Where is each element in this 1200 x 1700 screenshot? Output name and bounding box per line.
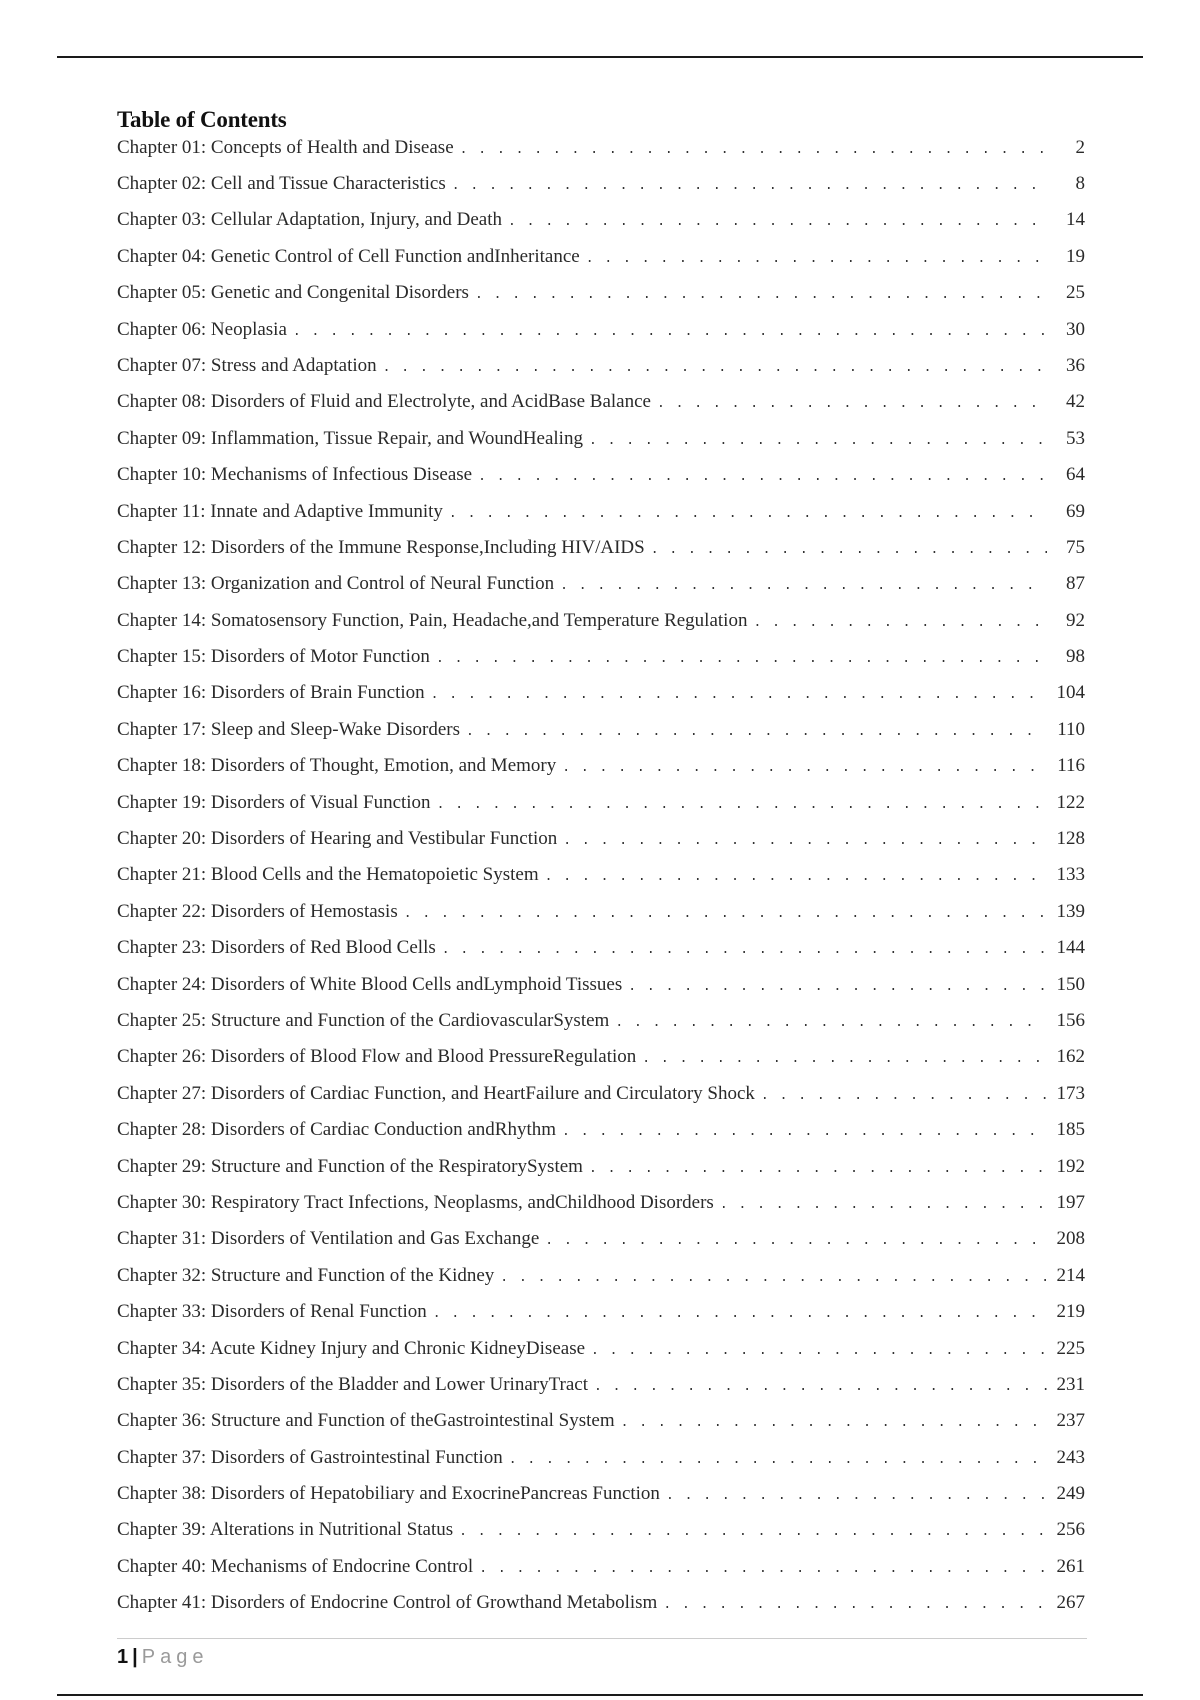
toc-entry[interactable] <box>117 353 1085 389</box>
toc-entry-label: Chapter 34: Acute Kidney Injury and Chronic KidneyDisease <box>117 1337 586 1359</box>
toc-entry-page: 92 <box>1066 609 1085 631</box>
toc-entry[interactable] <box>117 1408 1085 1444</box>
toc-entry-label: Chapter 26: Disorders of Blood Flow and Blood PressureRegulation <box>117 1046 637 1068</box>
dot-leader <box>383 355 1047 381</box>
dot-leader <box>589 1156 1047 1182</box>
toc-entry-label: Chapter 29: Structure and Function of the RespiratorySystem <box>117 1155 583 1177</box>
page-number: 1 <box>117 1646 129 1668</box>
toc-entry-label: Chapter 13: Organization and Control of Neural Function <box>117 573 555 595</box>
toc-entry-label: Chapter 27: Disorders of Cardiac Function, and HeartFailure and Circulatory Shock <box>117 1082 755 1104</box>
toc-entry-label: Chapter 24: Disorders of White Blood Cells andLymphoid Tissues <box>117 973 623 995</box>
toc-entry-label: Chapter 04: Genetic Control of Cell Function andInheritance <box>117 245 580 267</box>
toc-entry-page: 237 <box>1056 1410 1085 1432</box>
toc-entry-page: 261 <box>1056 1555 1085 1577</box>
dot-leader <box>500 1265 1047 1291</box>
toc-title: Table of Contents <box>117 107 287 132</box>
toc-entry[interactable] <box>117 1299 1085 1335</box>
toc-entry-page: 156 <box>1056 1009 1085 1031</box>
toc-entry[interactable] <box>117 135 1085 171</box>
toc-entry[interactable] <box>117 608 1085 644</box>
toc-entry-label: Chapter 14: Somatosensory Function, Pain, Headache,and Temperature Regulation <box>117 609 748 631</box>
dot-leader <box>433 1301 1047 1327</box>
toc-entry[interactable] <box>117 644 1085 680</box>
footer-rule <box>117 1638 1087 1639</box>
dot-leader <box>545 864 1047 890</box>
toc-entry-page: 185 <box>1056 1119 1085 1141</box>
toc-entry-page: 19 <box>1066 245 1085 267</box>
dot-leader <box>475 282 1047 308</box>
toc-entry[interactable] <box>117 753 1085 789</box>
dot-leader <box>586 246 1047 272</box>
dot-leader <box>657 391 1047 417</box>
toc-entry-page: 214 <box>1056 1264 1085 1286</box>
toc-entry-label: Chapter 05: Genetic and Congenital Disorders <box>117 282 469 304</box>
dot-leader <box>761 1083 1047 1109</box>
toc-entry[interactable] <box>117 1008 1085 1044</box>
toc-entry[interactable] <box>117 972 1085 1008</box>
toc-entry-label: Chapter 07: Stress and Adaptation <box>117 354 377 376</box>
toc-entry-page: 64 <box>1066 464 1085 486</box>
page-footer <box>117 1642 208 1672</box>
dot-leader <box>508 209 1047 235</box>
dot-leader <box>651 537 1047 563</box>
toc-entry-label: Chapter 17: Sleep and Sleep-Wake Disorders <box>117 718 461 740</box>
page-label: Page <box>141 1646 209 1668</box>
toc-entry-page: 249 <box>1056 1483 1085 1505</box>
toc-entry-label: Chapter 20: Disorders of Hearing and Vestibular Function <box>117 828 558 850</box>
dot-leader <box>478 464 1047 490</box>
dot-leader <box>591 1338 1047 1364</box>
dot-leader <box>562 1119 1047 1145</box>
toc-entry-label: Chapter 36: Structure and Function of theGastrointestinal System <box>117 1410 615 1432</box>
dot-leader <box>642 1046 1047 1072</box>
toc-entry-page: 173 <box>1056 1082 1085 1104</box>
toc-entry-label: Chapter 38: Disorders of Hepatobiliary and ExocrinePancreas Function <box>117 1483 660 1505</box>
dot-leader <box>459 1519 1047 1545</box>
toc-entry-label: Chapter 41: Disorders of Endocrine Control of Growthand Metabolism <box>117 1592 658 1614</box>
dot-leader <box>293 319 1047 345</box>
toc-entry-page: 42 <box>1066 391 1085 413</box>
toc-entry-page: 53 <box>1066 427 1085 449</box>
dot-leader <box>753 610 1047 636</box>
toc-entry-label: Chapter 15: Disorders of Motor Function <box>117 646 430 668</box>
toc-entry[interactable] <box>117 389 1085 425</box>
dot-leader <box>404 901 1047 927</box>
dot-leader <box>560 573 1047 599</box>
dot-leader <box>545 1228 1047 1254</box>
dot-leader <box>452 173 1047 199</box>
toc-entry-page: 2 <box>1075 137 1085 158</box>
toc-entry-label: Chapter 11: Innate and Adaptive Immunity <box>117 500 443 522</box>
toc-entry-page: 150 <box>1056 973 1085 995</box>
toc-entry-label: Chapter 21: Blood Cells and the Hematopoietic System <box>117 864 539 886</box>
toc-entry-label: Chapter 12: Disorders of the Immune Response,Including HIV/AIDS <box>117 536 645 558</box>
toc-entry-page: 122 <box>1056 791 1085 813</box>
toc-entry[interactable] <box>117 1517 1085 1553</box>
toc-entry[interactable] <box>117 1336 1085 1372</box>
toc-entry-label: Chapter 08: Disorders of Fluid and Electrolyte, and AcidBase Balance <box>117 391 651 413</box>
toc-entry-label: Chapter 25: Structure and Function of the CardiovascularSystem <box>117 1009 610 1031</box>
dot-leader <box>720 1192 1047 1218</box>
toc-entry[interactable] <box>117 1044 1085 1080</box>
toc-entry-label: Chapter 16: Disorders of Brain Function <box>117 682 425 704</box>
toc-entry-label: Chapter 40: Mechanisms of Endocrine Control <box>117 1555 474 1577</box>
toc-entry-page: 243 <box>1056 1446 1085 1468</box>
toc-entry[interactable] <box>117 171 1085 207</box>
toc-entry-page: 128 <box>1056 828 1085 850</box>
dot-leader <box>615 1010 1047 1036</box>
toc-entry-page: 25 <box>1066 282 1085 304</box>
toc-entry[interactable] <box>117 790 1085 826</box>
dot-leader <box>431 682 1047 708</box>
toc-entry[interactable] <box>117 717 1085 753</box>
toc-entry[interactable] <box>117 680 1085 716</box>
toc-entry[interactable] <box>117 571 1085 607</box>
dot-leader <box>628 974 1047 1000</box>
toc-entry[interactable] <box>117 499 1085 535</box>
toc-entry[interactable] <box>117 207 1085 243</box>
toc-entry[interactable] <box>117 899 1085 935</box>
dot-leader <box>479 1556 1047 1582</box>
toc-entry[interactable] <box>117 1263 1085 1299</box>
toc-entry-page: 231 <box>1056 1373 1085 1395</box>
toc-entry-page: 87 <box>1066 573 1085 595</box>
toc-entry-page: 197 <box>1056 1191 1085 1213</box>
toc-entry[interactable] <box>117 426 1085 462</box>
toc-entry[interactable] <box>117 1117 1085 1153</box>
toc-entry-label: Chapter 37: Disorders of Gastrointestinal Function <box>117 1446 503 1468</box>
bottom-rule <box>57 1694 1143 1696</box>
toc-entry-label: Chapter 32: Structure and Function of the Kidney <box>117 1264 495 1286</box>
toc-entry-label: Chapter 19: Disorders of Visual Function <box>117 791 431 813</box>
toc-entry-label: Chapter 18: Disorders of Thought, Emotion, and Memory <box>117 755 557 777</box>
toc-entry-page: 219 <box>1056 1301 1085 1323</box>
toc-entry-label: Chapter 33: Disorders of Renal Function <box>117 1301 427 1323</box>
dot-leader <box>460 137 1047 163</box>
dot-leader <box>663 1592 1047 1618</box>
toc-entry-label: Chapter 39: Alterations in Nutritional Status <box>117 1519 454 1541</box>
toc-entry-page: 69 <box>1066 500 1085 522</box>
top-rule <box>57 56 1143 58</box>
toc-entry-page: 98 <box>1066 646 1085 668</box>
toc-entry-page: 162 <box>1056 1046 1085 1068</box>
toc-entry-page: 208 <box>1056 1228 1085 1250</box>
toc-entry[interactable] <box>117 1372 1085 1408</box>
toc-entry[interactable] <box>117 1226 1085 1262</box>
toc-entry-page: 36 <box>1066 354 1085 376</box>
toc-list <box>117 135 1085 1627</box>
toc-entry[interactable] <box>117 535 1085 571</box>
toc-entry-label: Chapter 06: Neoplasia <box>117 318 287 340</box>
dot-leader <box>437 792 1047 818</box>
toc-entry-page: 110 <box>1057 718 1085 740</box>
toc-entry-label: Chapter 35: Disorders of the Bladder and Lower UrinaryTract <box>117 1373 589 1395</box>
toc-entry[interactable] <box>117 244 1085 280</box>
toc-entry-page: 14 <box>1066 209 1085 231</box>
toc-entry[interactable] <box>117 462 1085 498</box>
toc-entry-label: Chapter 09: Inflammation, Tissue Repair, and WoundHealing <box>117 427 583 449</box>
table-of-contents <box>117 105 1085 1627</box>
dot-leader <box>563 828 1047 854</box>
toc-entry-label: Chapter 28: Disorders of Cardiac Conduction andRhythm <box>117 1119 557 1141</box>
dot-leader <box>666 1483 1047 1509</box>
dot-leader <box>466 719 1047 745</box>
toc-entry[interactable] <box>117 826 1085 862</box>
toc-entry-page: 225 <box>1056 1337 1085 1359</box>
toc-entry-page: 133 <box>1056 864 1085 886</box>
toc-entry[interactable] <box>117 1081 1085 1117</box>
toc-entry[interactable] <box>117 1445 1085 1481</box>
toc-entry-label: Chapter 02: Cell and Tissue Characteristics <box>117 173 446 194</box>
toc-entry-page: 30 <box>1066 318 1085 340</box>
toc-entry[interactable] <box>117 1481 1085 1517</box>
toc-entry-page: 75 <box>1066 536 1085 558</box>
dot-leader <box>449 501 1047 527</box>
footer-separator: | <box>132 1646 138 1668</box>
toc-entry-label: Chapter 23: Disorders of Red Blood Cells <box>117 937 436 959</box>
toc-entry[interactable] <box>117 1554 1085 1590</box>
toc-entry-page: 139 <box>1056 900 1085 922</box>
dot-leader <box>509 1447 1047 1473</box>
toc-entry[interactable] <box>117 280 1085 316</box>
toc-entry[interactable] <box>117 317 1085 353</box>
toc-entry-page: 192 <box>1056 1155 1085 1177</box>
toc-entry[interactable] <box>117 1590 1085 1626</box>
dot-leader <box>436 646 1047 672</box>
dot-leader <box>594 1374 1047 1400</box>
toc-entry-label: Chapter 10: Mechanisms of Infectious Disease <box>117 464 473 486</box>
toc-entry-label: Chapter 01: Concepts of Health and Disease <box>117 137 454 158</box>
toc-entry[interactable] <box>117 862 1085 898</box>
dot-leader <box>589 428 1047 454</box>
dot-leader <box>562 755 1047 781</box>
toc-entry-label: Chapter 31: Disorders of Ventilation and Gas Exchange <box>117 1228 540 1250</box>
toc-entry-page: 116 <box>1057 755 1085 777</box>
toc-entry-page: 104 <box>1056 682 1085 704</box>
toc-entry[interactable] <box>117 1154 1085 1190</box>
toc-entry-page: 8 <box>1075 173 1085 194</box>
toc-entry-page: 267 <box>1056 1592 1085 1614</box>
dot-leader <box>621 1410 1047 1436</box>
dot-leader <box>442 937 1047 963</box>
toc-entry-label: Chapter 03: Cellular Adaptation, Injury, and Death <box>117 209 503 231</box>
toc-entry[interactable] <box>117 935 1085 971</box>
toc-entry-page: 144 <box>1056 937 1085 959</box>
toc-entry-page: 256 <box>1056 1519 1085 1541</box>
toc-entry[interactable] <box>117 1190 1085 1226</box>
toc-entry-label: Chapter 22: Disorders of Hemostasis <box>117 900 398 922</box>
toc-entry-label: Chapter 30: Respiratory Tract Infections, Neoplasms, andChildhood Disorders <box>117 1191 714 1213</box>
